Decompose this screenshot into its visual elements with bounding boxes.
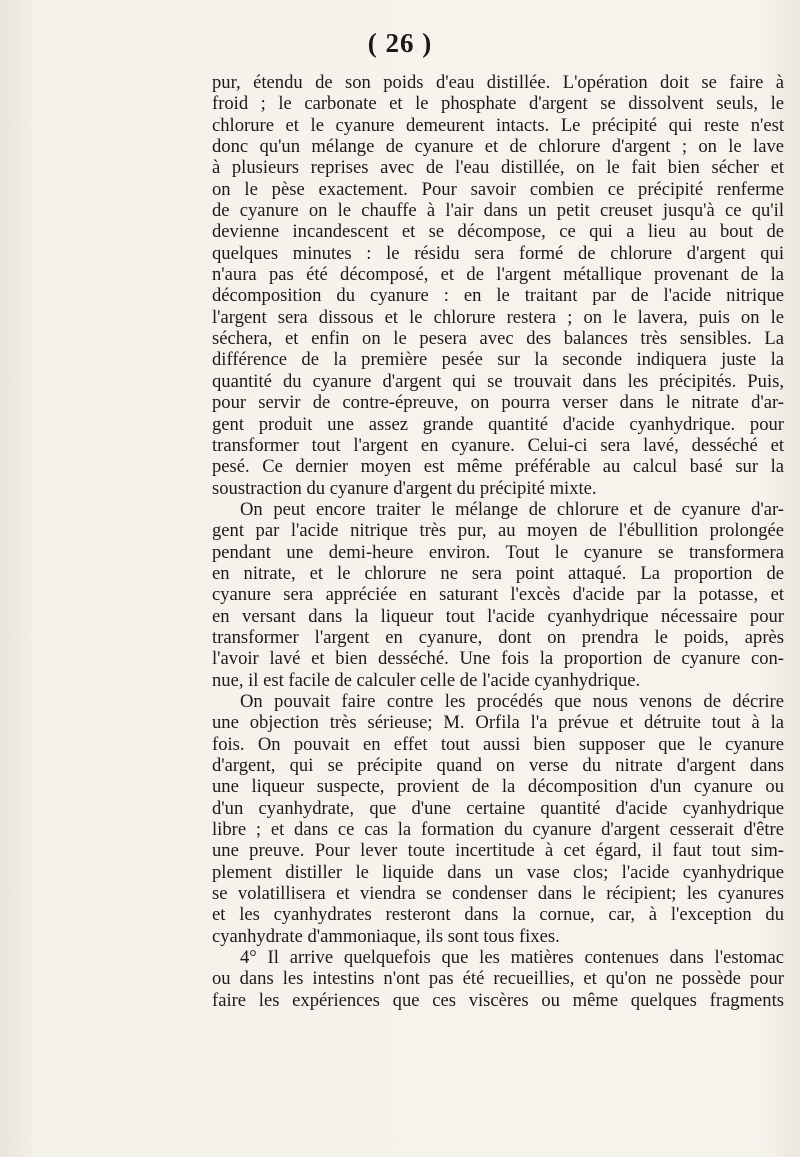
text-line: une liqueur suspecte, provient de la décomposition d'un cyanure ou [212,776,784,798]
text-line: chlorure et le cyanure demeurent intacts. Le précipité qui reste n'est [212,114,784,136]
text-line: ou dans les intestins n'ont pas été recueillies, et qu'on ne possède pour [212,968,784,990]
text-line: d'argent, qui se précipite quand on verse du nitrate d'argent dans [212,755,784,776]
text-line: pendant une demi-heure environ. Tout le cyanure se transformera [212,541,784,563]
text-line: une preuve. Pour lever toute incertitude à cet égard, il faut tout sim- [212,840,784,862]
text-line: quantité du cyanure d'argent qui se trouvait dans les précipités. Puis, [212,370,784,392]
text-line: pur, étendu de son poids d'eau distillée. L'opération doit se faire à [212,72,784,93]
text-line: différence de la première pesée sur la seconde indiquera juste la [212,349,784,371]
text-line: faire les expériences que ces viscères ou même quelques fragments [212,989,784,1011]
paragraph-start-line: On peut encore traiter le mélange de chlorure et de cyanure d'ar- [240,498,784,520]
text-line: libre ; et dans ce cas la formation du cyanure d'argent cesserait d'être [212,819,784,841]
text-line: et les cyanhydrates resteront dans la cornue, car, à l'exception du [212,904,784,926]
page-number: ( 26 ) [367,28,433,58]
text-line: pesé. Ce dernier moyen est même préférable au calcul basé sur la [212,456,784,478]
text-line: se volatillisera et viendra se condenser dans le récipient; les cyanures [212,883,784,905]
text-line: d'un cyanhydrate, que d'une certaine quantité d'acide cyanhydrique [212,797,784,819]
text-line: en versant dans la liqueur tout l'acide cyanhydrique nécessaire pour [212,605,784,627]
text-line: fois. On pouvait en effet tout aussi bien supposer que le cyanure [212,733,784,755]
text-line: nue, il est facile de calculer celle de l'acide cyanhydrique. [212,669,641,691]
text-line: séchera, et enfin on le pesera avec des balances très sensibles. La [212,328,784,350]
text-line: cyanhydrate d'ammoniaque, ils sont tous fixes. [212,925,560,947]
paragraph-start-line: 4° Il arrive quelquefois que les matières contenues dans l'estomac [240,947,784,969]
text-line: transformer tout l'argent en cyanure. Celui-ci sera lavé, desséché et [212,434,784,456]
text-line: une objection très sérieuse; M. Orfila l'a prévue et détruite tout à la [212,712,784,734]
text-line: gent par l'acide nitrique très pur, au moyen de l'ébullition prolongée [212,520,784,542]
text-line: donc qu'un mélange de cyanure et de chlorure d'argent ; on le lave [212,136,784,158]
text-line: froid ; le carbonate et le phosphate d'argent se dissolvent seuls, le [212,93,784,115]
body-text [212,72,784,1011]
text-line: à plusieurs reprises avec de l'eau distillée, on le fait bien sécher et [212,157,784,179]
text-line: de cyanure on le chauffe à l'air dans un petit creuset jusqu'à ce qu'il [212,200,784,222]
text-line: pour servir de contre-épreuve, on pourra verser dans le nitrate d'ar- [212,392,784,414]
text-line: quelques minutes : le résidu sera formé de chlorure d'argent qui [212,242,784,264]
text-line: soustraction du cyanure d'argent du précipité mixte. [212,477,597,499]
text-line: gent produit une assez grande quantité d'acide cyanhydrique. pour [212,413,784,435]
paragraph-start-line: On pouvait faire contre les procédés que nous venons de décrire [240,690,784,712]
text-line: en nitrate, et le chlorure ne sera point attaqué. La proportion de [212,562,784,584]
text-line: cyanure sera appréciée en saturant l'excès d'acide par la potasse, et [212,584,784,606]
text-line: on le pèse exactement. Pour savoir combien ce précipité renferme [212,178,784,200]
text-line: décomposition du cyanure : en le traitant par de l'acide nitrique [212,285,784,307]
text-line: l'argent sera dissous et le chlorure restera ; on le lavera, puis on le [212,306,784,328]
text-line: plement distiller le liquide dans un vase clos; l'acide cyanhydrique [212,861,784,883]
text-line: devienne incandescent et se décompose, ce qui a lieu au bout de [212,221,784,243]
text-line: n'aura pas été décomposé, et de l'argent métallique provenant de la [212,264,784,286]
text-line: l'avoir lavé et bien desséché. Une fois la proportion de cyanure con- [212,648,784,670]
text-line: transformer l'argent en cyanure, dont on prendra le poids, après [212,626,784,648]
